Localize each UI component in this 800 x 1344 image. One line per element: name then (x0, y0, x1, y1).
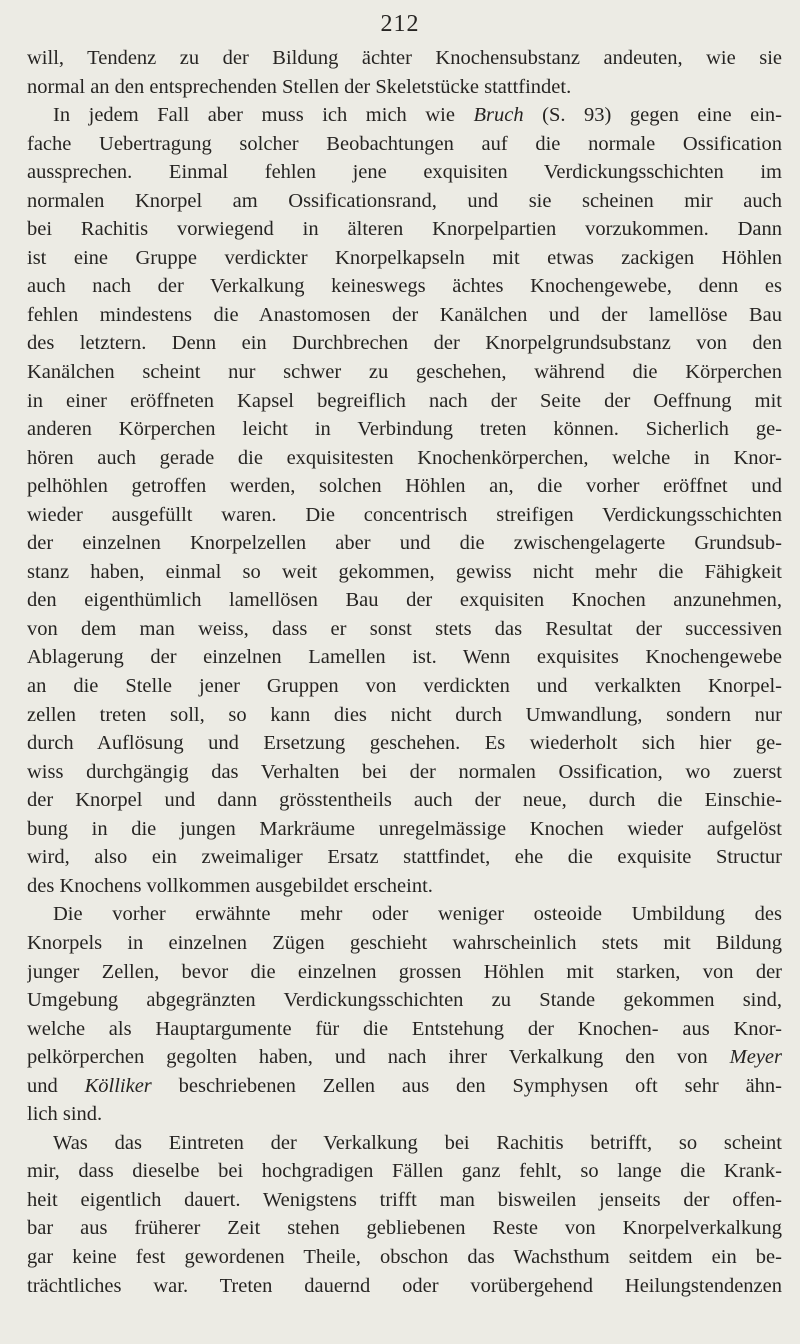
page-number: 212 (380, 11, 420, 37)
paragraph (27, 44, 782, 101)
text-segment: welche als Hauptargumente für die Entstehung der Knochen- aus Knor- (27, 1017, 782, 1040)
text-line (27, 130, 782, 159)
text-segment: stanz haben, einmal so weit gekommen, gewiss nicht mehr die Fähigkeit (27, 560, 782, 583)
text-line (27, 900, 782, 929)
text-segment: fache Uebertragung solcher Beobachtungen auf die normale Ossification (27, 132, 782, 155)
text-line (27, 986, 782, 1015)
text-segment: bung in die jungen Markräume unregelmässige Knochen wieder aufgelöst (27, 817, 782, 840)
text-segment: (S. 93) gegen eine ein- (523, 104, 782, 127)
text-line (27, 1272, 782, 1301)
text-segment: des letztern. Denn ein Durchbrechen der Knorpelgrundsubstanz von den (27, 332, 782, 355)
text-line (27, 643, 782, 672)
text-line (27, 272, 782, 301)
text-line (27, 758, 782, 787)
text-segment: Knorpels in einzelnen Zügen geschieht wahrscheinlich stets mit Bildung (27, 931, 782, 954)
text-line (27, 1186, 782, 1215)
text-segment: Was das Eintreten der Verkalkung bei Rachitis betrifft, so scheint (53, 1131, 782, 1154)
text-segment: hören auch gerade die exquisitesten Knochenkörperchen, welche in Knor- (27, 446, 782, 469)
text-segment: und (27, 1074, 85, 1097)
text-line (27, 73, 782, 102)
text-line (27, 415, 782, 444)
text-line (27, 215, 782, 244)
text-line (27, 615, 782, 644)
text-line (27, 1243, 782, 1272)
text-line (27, 158, 782, 187)
text-line (27, 358, 782, 387)
text-line (27, 1043, 782, 1072)
text-segment: der einzelnen Knorpelzellen aber und die zwischengelagerte Grundsub- (27, 532, 782, 555)
text-segment: pelhöhlen getroffen werden, solchen Höhlen an, die vorher eröffnet und (27, 475, 782, 498)
text-segment: ist eine Gruppe verdickter Knorpelkapseln mit etwas zackigen Höhlen (27, 246, 782, 269)
text-line (27, 187, 782, 216)
text-segment: wiss durchgängig das Verhalten bei der normalen Ossification, wo zuerst (27, 760, 782, 783)
text-segment: bar aus früherer Zeit stehen gebliebenen Reste von Knorpelverkalkung (27, 1217, 782, 1240)
text-line (27, 729, 782, 758)
text-segment: normal an den entsprechenden Stellen der Skeletstücke stattfindet. (27, 75, 572, 98)
text-line (27, 672, 782, 701)
paragraph (27, 900, 782, 1128)
text-line (27, 301, 782, 330)
text-line (27, 1214, 782, 1243)
paragraph (27, 101, 782, 900)
text-segment: junger Zellen, bevor die einzelnen grossen Höhlen mit starken, von der (27, 960, 782, 983)
text-segment: an die Stelle jener Gruppen von verdickten und verkalkten Knorpel- (27, 675, 782, 698)
text-segment: wird, also ein zweimaliger Ersatz stattfindet, ehe die exquisite Structur (27, 846, 782, 869)
text-line (27, 387, 782, 416)
text-segment: In jedem Fall aber muss ich mich wie (53, 104, 474, 127)
text-line (27, 1129, 782, 1158)
text-line (27, 872, 782, 901)
text-segment: gar keine fest gewordenen Theile, obschon das Wachsthum seitdem ein be- (27, 1245, 782, 1268)
text-segment: anderen Körperchen leicht in Verbindung treten können. Sicherlich ge- (27, 418, 782, 441)
text-segment: bei Rachitis vorwiegend in älteren Knorpelpartien vorzukommen. Dann (27, 218, 782, 241)
text-line (27, 444, 782, 473)
text-line (27, 501, 782, 530)
text-line (27, 815, 782, 844)
text-line (27, 786, 782, 815)
text-line (27, 1072, 782, 1101)
text-segment: lich sind. (27, 1103, 103, 1126)
text-line (27, 329, 782, 358)
text-line (27, 843, 782, 872)
text-segment: aussprechen. Einmal fehlen jene exquisiten Verdickungsschichten im (27, 161, 782, 184)
text-segment: will, Tendenz zu der Bildung ächter Knochensubstanz andeuten, wie sie (27, 47, 782, 69)
text-segment: beschriebenen Zellen aus den Symphysen oft sehr ähn- (151, 1074, 782, 1097)
text-line (27, 586, 782, 615)
text-line (27, 1015, 782, 1044)
text-segment: trächtliches war. Treten dauernd oder vorübergehend Heilungstendenzen (27, 1274, 782, 1297)
text-line (27, 558, 782, 587)
text-segment: in einer eröffneten Kapsel begreiflich nach der Seite der Oeffnung mit (27, 389, 782, 412)
text-line (27, 101, 782, 130)
text-segment: Kanälchen scheint nur schwer zu geschehen, während die Körperchen (27, 361, 782, 384)
text-segment: zellen treten soll, so kann dies nicht durch Umwandlung, sondern nur (27, 703, 782, 726)
text-segment: Die vorher erwähnte mehr oder weniger osteoide Umbildung des (53, 903, 782, 926)
text-segment: wieder ausgefüllt waren. Die concentrisch streifigen Verdickungsschichten (27, 503, 782, 526)
text-segment: pelkörperchen gegolten haben, und nach ihrer Verkalkung den von (27, 1046, 730, 1069)
text-segment: normalen Knorpel am Ossificationsrand, und sie scheinen mir auch (27, 189, 782, 212)
italic-name: Meyer (729, 1046, 782, 1069)
text-segment: heit eigentlich dauert. Wenigstens trifft man bisweilen jenseits der offen- (27, 1188, 782, 1211)
text-segment: durch Auflösung und Ersetzung geschehen. Es wiederholt sich hier ge- (27, 732, 782, 755)
paragraph (27, 1129, 782, 1300)
text-line (27, 244, 782, 273)
italic-name: Kölliker (84, 1074, 152, 1097)
text-line (27, 529, 782, 558)
text-segment: von dem man weiss, dass er sonst stets das Resultat der successiven (27, 617, 782, 640)
text-segment: fehlen mindestens die Anastomosen der Kanälchen und der lamellöse Bau (27, 303, 782, 326)
text-line (27, 1157, 782, 1186)
text-segment: den eigenthümlich lamellösen Bau der exquisiten Knochen anzunehmen, (27, 589, 782, 612)
text-segment: mir, dass dieselbe bei hochgradigen Fällen ganz fehlt, so lange die Krank- (27, 1160, 782, 1183)
text-line (27, 472, 782, 501)
text-line (27, 958, 782, 987)
text-segment: auch nach der Verkalkung keineswegs ächtes Knochengewebe, denn es (27, 275, 782, 298)
text-line (27, 929, 782, 958)
text-segment: der Knorpel und dann grösstentheils auch der neue, durch die Einschie- (27, 789, 782, 812)
text-segment: des Knochens vollkommen ausgebildet erscheint. (27, 874, 433, 897)
text-segment: Ablagerung der einzelnen Lamellen ist. Wenn exquisites Knochengewebe (27, 646, 782, 669)
text-line (27, 44, 782, 73)
text-line (27, 1100, 782, 1129)
body-text (27, 44, 782, 1300)
text-segment: Umgebung abgegränzten Verdickungsschichten zu Stande gekommen sind, (27, 989, 782, 1012)
italic-name: Bruch (473, 104, 524, 127)
text-line (27, 701, 782, 730)
